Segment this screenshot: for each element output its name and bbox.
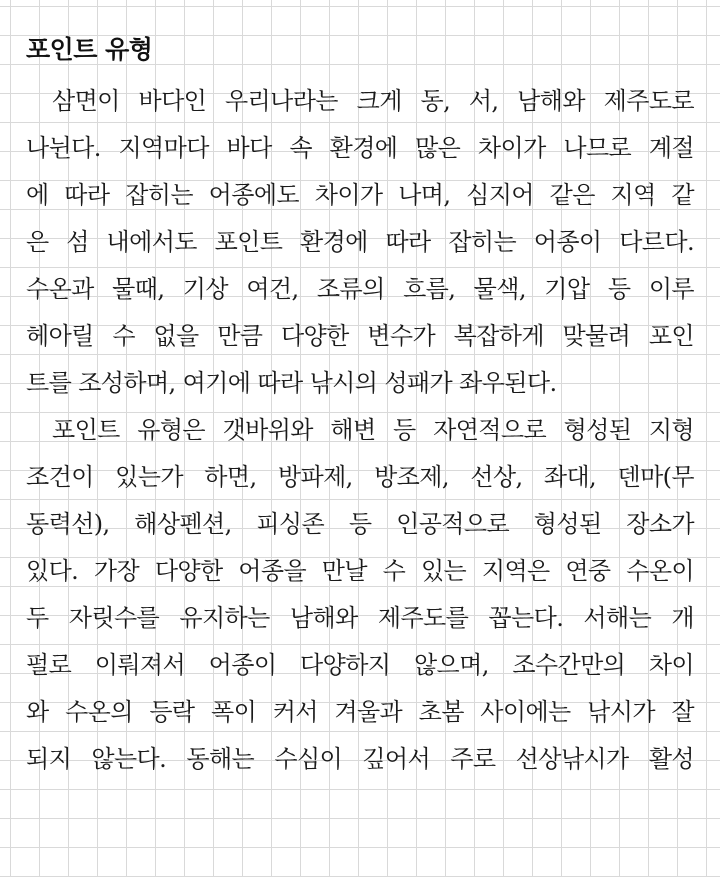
text-line: 은 섬 내에서도 포인트 환경에 따라 잡히는 어종이 다르다. (26, 228, 694, 256)
text-line: 와 수온의 등락 폭이 커서 겨울과 초봄 사이에는 낚시가 잘 (26, 698, 694, 726)
text-line: 펄로 이뤄져서 어종이 다양하지 않으며, 조수간만의 차이 (26, 651, 694, 679)
text-line: 수온과 물때, 기상 여건, 조류의 흐름, 물색, 기압 등 이루 (26, 275, 694, 303)
text-line: 되지 않는다. 동해는 수심이 깊어서 주로 선상낚시가 활성 (26, 745, 694, 773)
text-line: 있다. 가장 다양한 어종을 만날 수 있는 지역은 연중 수온이 (26, 557, 694, 585)
text-line: 헤아릴 수 없을 만큼 다양한 변수가 복잡하게 맞물려 포인 (26, 322, 694, 350)
text-line: 동력선), 해상펜션, 피싱존 등 인공적으로 형성된 장소가 (26, 510, 694, 538)
text-line: 포인트 유형은 갯바위와 해변 등 자연적으로 형성된 지형 (52, 416, 694, 444)
text-line: 에 따라 잡히는 어종에도 차이가 나며, 심지어 같은 지역 같 (26, 181, 694, 209)
text-line: 삼면이 바다인 우리나라는 크게 동, 서, 남해와 제주도로 (52, 87, 694, 115)
body-text (26, 78, 694, 783)
text-line: 조건이 있는가 하면, 방파제, 방조제, 선상, 좌대, 덴마(무 (26, 463, 694, 491)
text-line: 트를 조성하며, 여기에 따라 낚시의 성패가 좌우된다. (26, 369, 557, 397)
text-line: 두 자릿수를 유지하는 남해와 제주도를 꼽는다. 서해는 개 (26, 604, 694, 632)
section-title: 포인트 유형 (26, 35, 153, 64)
text-line: 나뉜다. 지역마다 바다 속 환경에 많은 차이가 나므로 계절 (26, 134, 694, 162)
